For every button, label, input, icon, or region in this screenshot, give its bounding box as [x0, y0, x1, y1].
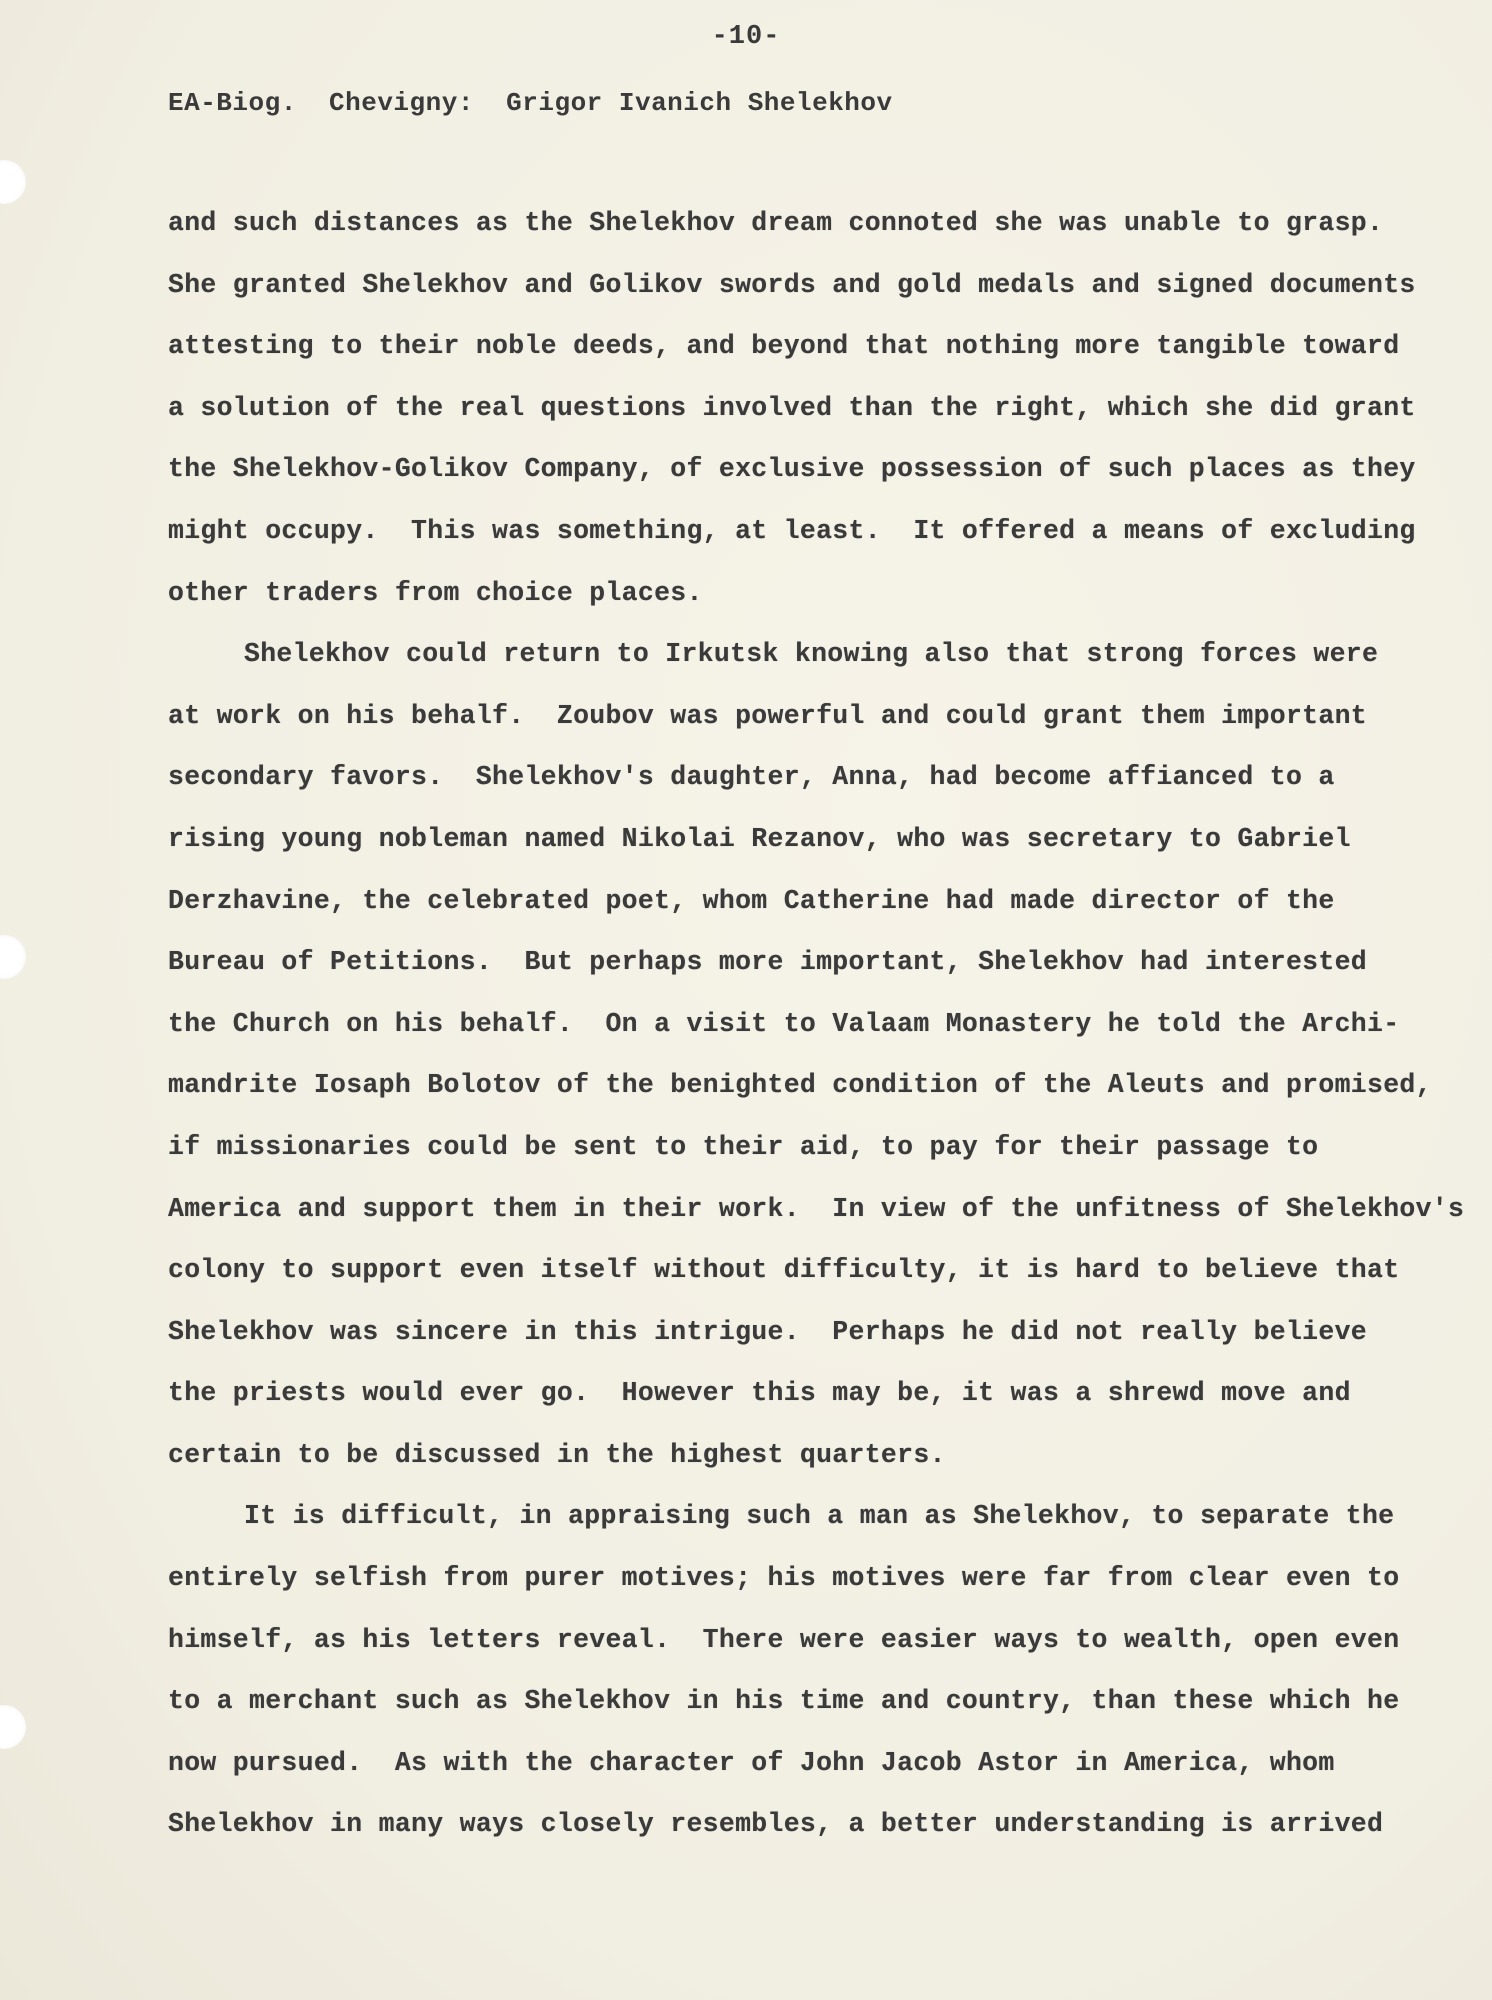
text-line: It is difficult, in appraising such a man as Shelekhov, to separate the — [244, 1501, 1395, 1532]
text-line: secondary favors. Shelekhov's daughter, Anna, had become affianced to a — [168, 762, 1335, 793]
text-line: colony to support even itself without difficulty, it is hard to believe that — [168, 1255, 1400, 1286]
text-line: attesting to their noble deeds, and beyond that nothing more tangible toward — [168, 331, 1400, 362]
document-header: EA-Biog. Chevigny: Grigor Ivanich Shelekhov — [168, 88, 893, 118]
text-line: Bureau of Petitions. But perhaps more important, Shelekhov had interested — [168, 947, 1367, 978]
text-line: a solution of the real questions involved than the right, which she did grant — [168, 392, 1416, 423]
text-line: rising young nobleman named Nikolai Rezanov, who was secretary to Gabriel — [168, 823, 1351, 854]
text-line: the Church on his behalf. On a visit to Valaam Monastery he told the Archi- — [168, 1008, 1400, 1039]
text-line: to a merchant such as Shelekhov in his time and country, than these which he — [168, 1686, 1400, 1717]
text-line: if missionaries could be sent to their aid, to pay for their passage to — [168, 1131, 1319, 1162]
text-line: the Shelekhov-Golikov Company, of exclusive possession of such places as they — [168, 454, 1416, 485]
text-line: America and support them in their work. In view of the unfitness of Shelekhov's — [168, 1193, 1465, 1224]
text-line: Shelekhov was sincere in this intrigue. Perhaps he did not really believe — [168, 1316, 1367, 1347]
punch-hole — [0, 1705, 26, 1749]
text-line: entirely selfish from purer motives; his motives were far from clear even to — [168, 1563, 1400, 1594]
text-line: mandrite Iosaph Bolotov of the benighted condition of the Aleuts and promised, — [168, 1070, 1432, 1101]
text-line: other traders from choice places. — [168, 577, 703, 608]
text-line: at work on his behalf. Zoubov was powerful and could grant them important — [168, 700, 1367, 731]
punch-hole — [0, 160, 26, 204]
text-line: now pursued. As with the character of John Jacob Astor in America, whom — [168, 1747, 1335, 1778]
text-line: certain to be discussed in the highest quarters. — [168, 1439, 946, 1470]
body-text — [168, 200, 1465, 1863]
text-line: and such distances as the Shelekhov dream connoted she was unable to grasp. — [168, 208, 1384, 238]
text-line: Shelekhov in many ways closely resembles, a better understanding is arrived — [168, 1809, 1384, 1840]
text-line: might occupy. This was something, at least. It offered a means of excluding — [168, 515, 1416, 546]
text-line: Shelekhov could return to Irkutsk knowing also that strong forces were — [244, 639, 1379, 670]
text-line: Derzhavine, the celebrated poet, whom Catherine had made director of the — [168, 885, 1335, 916]
punch-hole — [0, 935, 26, 979]
page-number: -10- — [711, 22, 781, 52]
text-line: himself, as his letters reveal. There were easier ways to wealth, open even — [168, 1624, 1400, 1655]
text-line: She granted Shelekhov and Golikov swords and gold medals and signed documents — [168, 269, 1416, 300]
text-line: the priests would ever go. However this may be, it was a shrewd move and — [168, 1378, 1351, 1409]
